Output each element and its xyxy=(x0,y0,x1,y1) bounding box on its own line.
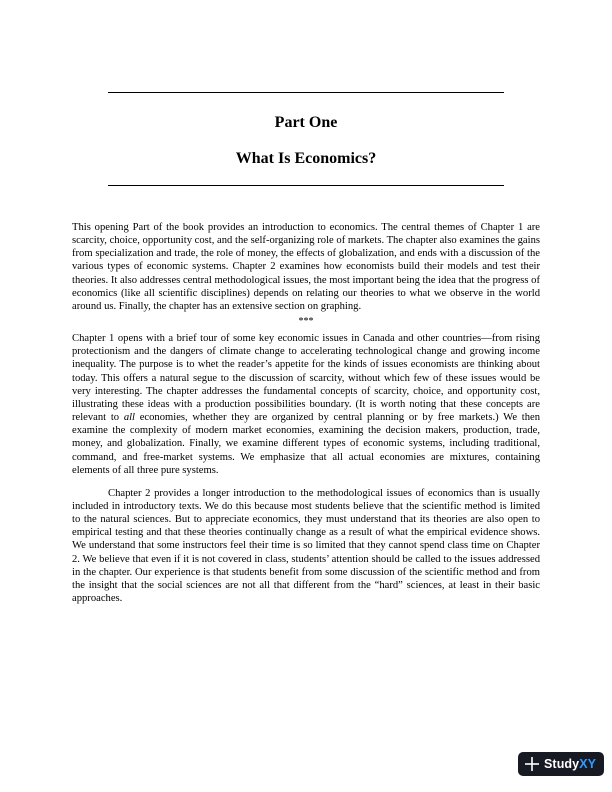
chapter2-paragraph: Chapter 2 provides a longer introduction to the methodological issues of economics than is usually included in introductory texts. We do this because most students believe that the scientific method is limited to the natural sciences. But to appreciate economics, they must understand that its theories are also open to empirical testing and that these theories continually change as a result of what the empirical evidence shows. We understand that some instructors feel their time is so limited that they cannot spend class time on Chapter 2. We believe that even if it is not covered in class, students’ attention should be called to the issues addressed in the chapter. Our experience is that students benefit from some discussion of the scientific method and from the insight that the social sciences are not all that different from the “hard” sciences, at least in their basic approaches. xyxy=(72,487,540,605)
part-title: What Is Economics? xyxy=(235,150,377,167)
section-separator: *** xyxy=(298,316,314,328)
studyxy-logo xyxy=(518,752,604,776)
logo-wordmark xyxy=(544,757,596,771)
body-text xyxy=(72,221,540,605)
chapter1-text-before: Chapter 1 opens with a brief tour of some key economic issues in Canada and other countries—from rising protectionism and the dangers of climate change to accelerating technological change and growing income inequality. The purpose is to whet the reader’s appetite for the kinds of issues economists are thinking about today. This offers a natural segue to the discussion of scarcity, without which few of these issues would be very interesting. The chapter addresses the fundamental concepts of scarcity, choice, and opportunity cost, illustrating these ideas with a production possibilities boundary. (It is worth noting that these concepts are relevant to xyxy=(72,333,540,424)
top-rule xyxy=(108,92,504,93)
part-label: Part One xyxy=(274,114,338,131)
logo-brand-main: Study xyxy=(544,757,580,771)
intro-paragraph: This opening Part of the book provides an introduction to economics. The central themes of Chapter 1 are scarcity, choice, opportunity cost, and the self-organizing role of markets. The chapter also examines the gains from specialization and trade, the role of money, the effects of globalization, and ends with a discussion of the various types of economic systems. Chapter 2 examines how economists build their models and test their theories. It also addresses central methodological issues, the most important being the idea that the progress of economics (like all scientific disciplines) depends on relating our theories to what we observe in the world around us. Finally, the chapter has an extensive section on graphing. xyxy=(72,222,540,312)
logo-brand-accent: XY xyxy=(579,757,597,771)
chapter1-italic-word: all xyxy=(123,412,135,424)
chapter1-text-after: economies, whether they are organized by central planning or by free markets.) We then examine the complexity of modern market economies, examining the decision makers, production, trade, money, and globalization. Finally, we examine different types of economic systems, including traditional, command, and free-market systems. We emphasize that all actual economies are mixtures, containing elements of all three pure systems. xyxy=(72,412,540,476)
bottom-rule xyxy=(108,185,504,186)
chapter1-paragraph xyxy=(72,332,540,477)
plus-cross-icon xyxy=(523,752,541,776)
